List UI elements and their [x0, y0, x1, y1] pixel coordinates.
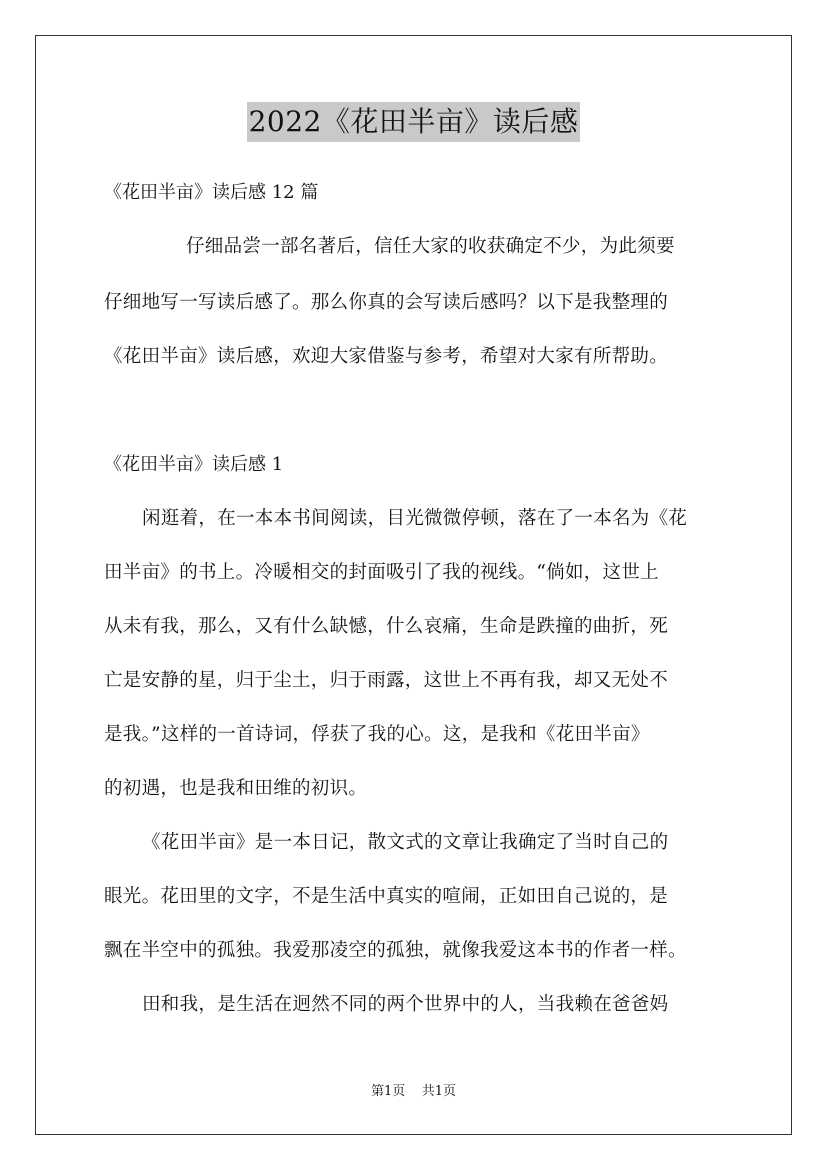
document-subtitle: 《花田半亩》读后感 12 篇 [104, 182, 319, 203]
body-line-6: 的初遇，也是我和田维的初识。 [104, 778, 368, 799]
body-line-9: 飘在半空中的孤独。我爱那凌空的孤独，就像我爱这本书的作者一样。 [104, 940, 687, 961]
page-number: 第1页 [370, 1084, 406, 1099]
body-line-8: 眼光。花田里的文字，不是生活中真实的喧闹，正如田自己说的，是 [104, 886, 669, 907]
body-line-5: 是我。”这样的一首诗词，俘获了我的心。这，是我和《花田半亩》 [104, 724, 650, 745]
body-line-3: 从未有我，那么，又有什么缺憾，什么哀痛，生命是跌撞的曲折，死 [104, 616, 669, 637]
section-heading: 《花田半亩》读后感 1 [104, 454, 284, 475]
title-container [0, 102, 827, 142]
body-line-1: 闲逛着，在一本本书间阅读，目光微微停顿，落在了一本名为《花 [142, 508, 688, 529]
body-line-4: 亡是安静的星，归于尘土，归于雨露，这世上不再有我，却又无处不 [104, 670, 669, 691]
page-total: 共1页 [421, 1084, 457, 1099]
intro-line-2: 仔细地写一写读后感了。那么你真的会写读后感吗？以下是我整理的 [104, 292, 669, 313]
intro-line-3: 《花田半亩》读后感，欢迎大家借鉴与参考，希望对大家有所帮助。 [104, 346, 669, 367]
page-footer [0, 1082, 827, 1102]
document-title: 2022《花田半亩》读后感 [247, 102, 581, 142]
body-line-10: 田和我，是生活在迥然不同的两个世界中的人，当我赖在爸爸妈 [142, 994, 669, 1015]
body-line-2: 田半亩》的书上。冷暖相交的封面吸引了我的视线。“倘如，这世上 [104, 562, 659, 583]
body-line-7: 《花田半亩》是一本日记，散文式的文章让我确定了当时自己的 [142, 832, 669, 853]
intro-line-1: 仔细品尝一部名著后，信任大家的收获确定不少，为此须要 [186, 236, 675, 257]
